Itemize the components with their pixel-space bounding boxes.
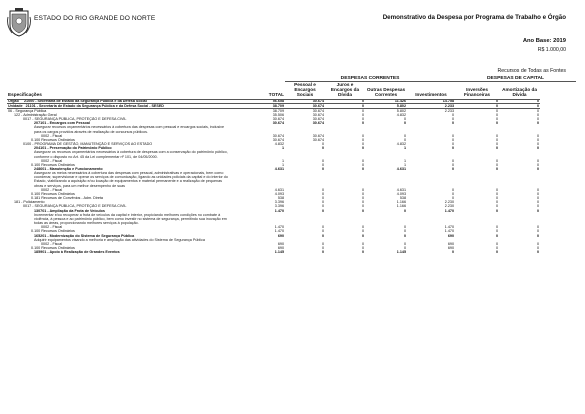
cell-amort: 0 bbox=[536, 167, 540, 172]
cell-inversoes: 0 bbox=[495, 229, 499, 234]
cell-invest: 0 bbox=[451, 112, 455, 117]
unidade-inversoes: 0 bbox=[495, 103, 499, 108]
cell-inversoes: 0 bbox=[495, 162, 499, 167]
cell-inversoes: 0 bbox=[495, 158, 499, 163]
orgao-label: Órgão bbox=[8, 100, 19, 104]
cell-pessoal: 0 bbox=[321, 162, 324, 167]
col-outras: Outras Despesas Correntes bbox=[366, 87, 406, 98]
description-row bbox=[7, 171, 576, 188]
cell-amort: 0 bbox=[536, 250, 540, 255]
group-current-header: DESPESAS CORRENTES bbox=[285, 73, 455, 82]
cell-invest: 1.470 bbox=[444, 208, 455, 213]
cell-juros: 0 bbox=[361, 117, 364, 122]
cell-outras: 1 bbox=[403, 158, 406, 163]
orgao-amort: 0 bbox=[536, 100, 540, 104]
cell-juros: 0 bbox=[361, 204, 364, 209]
cell-juros: 0 bbox=[361, 108, 364, 113]
cell-total: 1 bbox=[281, 158, 284, 163]
cell-outras: 1.166 bbox=[396, 204, 406, 209]
cell-inversoes: 0 bbox=[495, 225, 499, 230]
row-label: 0002 - Fiscal bbox=[41, 187, 63, 192]
cell-total: 4.832 bbox=[274, 142, 284, 147]
cell-juros: 0 bbox=[361, 233, 364, 238]
cell-invest: 0 bbox=[451, 121, 455, 126]
cell-outras: 1 bbox=[403, 162, 406, 167]
cell-juros: 0 bbox=[361, 245, 364, 250]
cell-outras: 1.145 bbox=[396, 250, 406, 255]
cell-juros: 0 bbox=[361, 200, 364, 205]
cell-amort: 0 bbox=[536, 137, 540, 142]
cell-inversoes: 0 bbox=[495, 191, 499, 196]
cell-invest: 0 bbox=[451, 133, 455, 138]
cell-amort: 0 bbox=[536, 245, 540, 250]
unidade-juros: 0 bbox=[361, 103, 364, 108]
cell-total: 1 bbox=[281, 146, 284, 151]
cell-juros: 0 bbox=[361, 241, 364, 246]
cell-pessoal: 0 bbox=[321, 146, 324, 151]
currency-unit: R$ 1.000,00 bbox=[537, 47, 566, 53]
cell-pessoal: 30.674 bbox=[312, 117, 324, 122]
cell-juros: 0 bbox=[361, 196, 364, 201]
cell-outras: 5.802 bbox=[396, 108, 406, 113]
row-label: 0.100 Recursos Ordinários bbox=[31, 137, 75, 142]
cell-invest: 0 bbox=[451, 162, 455, 167]
orgao-inversoes: 0 bbox=[495, 100, 499, 104]
cell-inversoes: 0 bbox=[495, 142, 499, 147]
orgao-name: 21000 - Secretaria de Estado da Segurança Pública e da Defesa Social bbox=[23, 100, 147, 104]
cell-pessoal: 0 bbox=[321, 229, 324, 234]
cell-amort: 0 bbox=[536, 146, 540, 151]
description-filler bbox=[233, 125, 540, 133]
cell-inversoes: 0 bbox=[495, 204, 499, 209]
row-label: 0.100 Recursos Ordinários bbox=[31, 191, 75, 196]
cell-juros: 0 bbox=[361, 208, 364, 213]
cell-juros: 0 bbox=[361, 225, 364, 230]
cell-inversoes: 0 bbox=[495, 133, 499, 138]
cell-invest: 0 bbox=[451, 250, 455, 255]
cell-outras: 4.832 bbox=[396, 112, 406, 117]
cell-total: 1.470 bbox=[274, 229, 284, 234]
unidade-amort: 0 bbox=[536, 103, 540, 108]
cell-total: 30.674 bbox=[272, 137, 284, 142]
action-description: Adquirir equipamentos visando a melhoria e ampliação das atividades do Sistema de Segurança Pública bbox=[34, 237, 205, 242]
cell-juros: 0 bbox=[361, 112, 364, 117]
cell-outras: 4.093 bbox=[396, 191, 406, 196]
cell-inversoes: 0 bbox=[495, 108, 499, 113]
row-label: 0002 - Fiscal bbox=[41, 241, 63, 246]
cell-invest: 0 bbox=[451, 146, 455, 151]
col-total: TOTAL bbox=[268, 92, 284, 98]
cell-total: 690 bbox=[277, 241, 284, 246]
action-description: Incrementar e/ou recuperar a frota de veículos da capital e interior, propiciando melhores condições no combate à violência, à pessoa e ao patrimônio público, bem como investir no sistema de segurança, permitindo sua inovação em todas as áreas, proporcionando melhores serviços à população. bbox=[34, 212, 227, 226]
cell-amort: 0 bbox=[536, 241, 540, 246]
expense-table bbox=[7, 73, 576, 254]
row-label: 204101 - Preservação do Patrimônio Público bbox=[34, 146, 112, 151]
description-row bbox=[7, 150, 576, 158]
row-label: 181 - Policiamento bbox=[14, 200, 45, 205]
row-label: 185901 - Apoio à Realização de Grandes Eventos bbox=[34, 250, 120, 255]
cell-juros: 0 bbox=[361, 191, 364, 196]
cell-invest: 690 bbox=[447, 241, 455, 246]
col-inversoes: Inversões Financeiras bbox=[463, 87, 491, 98]
cell-inversoes: 0 bbox=[495, 250, 499, 255]
cell-amort: 0 bbox=[536, 191, 540, 196]
cell-invest: 690 bbox=[447, 233, 455, 238]
cell-pessoal: 0 bbox=[321, 225, 324, 230]
cell-juros: 0 bbox=[361, 137, 364, 142]
cell-outras: 4.631 bbox=[396, 167, 406, 172]
cell-pessoal: 0 bbox=[321, 158, 324, 163]
cell-inversoes: 0 bbox=[495, 233, 499, 238]
cell-total: 4.631 bbox=[274, 187, 284, 192]
cell-amort: 0 bbox=[536, 208, 540, 213]
cell-inversoes: 0 bbox=[495, 121, 499, 126]
cell-invest: 0 bbox=[451, 196, 455, 201]
cell-amort: 0 bbox=[536, 133, 540, 138]
cell-inversoes: 0 bbox=[495, 245, 499, 250]
cell-outras: 1.166 bbox=[396, 200, 406, 205]
cell-amort: 0 bbox=[536, 225, 540, 230]
cell-outras: 0 bbox=[403, 117, 406, 122]
cell-total: 3.396 bbox=[274, 200, 284, 205]
cell-inversoes: 0 bbox=[495, 137, 499, 142]
row-label: 165201 - Modernização do Sistema de Segurança Pública bbox=[34, 233, 135, 238]
cell-outras: 0 bbox=[403, 121, 406, 126]
cell-juros: 0 bbox=[361, 146, 364, 151]
cell-invest: 1.470 bbox=[444, 229, 455, 234]
orgao-outras: 11.426 bbox=[394, 100, 406, 104]
cell-juros: 0 bbox=[361, 133, 364, 138]
cell-juros: 0 bbox=[361, 187, 364, 192]
cell-juros: 0 bbox=[361, 167, 364, 172]
cell-pessoal: 0 bbox=[321, 245, 324, 250]
description-filler bbox=[233, 171, 540, 188]
cell-pessoal: 0 bbox=[321, 142, 324, 147]
cell-amort: 0 bbox=[536, 196, 540, 201]
cell-inversoes: 0 bbox=[495, 117, 499, 122]
row-label: 0002 - Fiscal bbox=[41, 133, 63, 138]
cell-pessoal: 0 bbox=[321, 233, 324, 238]
orgao-invest: 14.758 bbox=[442, 100, 455, 104]
cell-pessoal: 0 bbox=[321, 187, 324, 192]
cell-pessoal: 0 bbox=[321, 250, 324, 255]
cell-juros: 0 bbox=[361, 229, 364, 234]
row-label: 207101 - Encargos com Pessoal bbox=[34, 121, 90, 126]
funding-sources: Recursos de Todas as Fontes bbox=[497, 68, 566, 74]
cell-inversoes: 0 bbox=[495, 208, 499, 213]
cell-amort: 0 bbox=[536, 142, 540, 147]
cell-total: 1.470 bbox=[274, 208, 284, 213]
cell-amort: 0 bbox=[536, 112, 540, 117]
cell-inversoes: 0 bbox=[495, 146, 499, 151]
cell-total: 690 bbox=[277, 245, 284, 250]
cell-amort: 0 bbox=[536, 117, 540, 122]
cell-pessoal: 0 bbox=[321, 196, 324, 201]
cell-invest: 1.470 bbox=[444, 225, 455, 230]
action-description: Assegurar recursos orçamentários necessários à cobertura das despesas com pessoal e encargos sociais, inclusive para os cargos providos através de realização de concursos públicos. bbox=[34, 125, 224, 134]
cell-invest: 2.230 bbox=[444, 204, 455, 209]
description-filler bbox=[233, 213, 540, 225]
row-label: 248601 - Manutenção e Funcionamento bbox=[34, 167, 103, 172]
cell-total: 4.093 bbox=[274, 191, 284, 196]
cell-outras: 0 bbox=[403, 245, 406, 250]
cell-amort: 0 bbox=[536, 204, 540, 209]
unidade-total: 38.709 bbox=[272, 103, 284, 108]
unidade-outras: 5.802 bbox=[396, 103, 406, 108]
cell-total: 1.470 bbox=[274, 225, 284, 230]
col-invest: Investimentos bbox=[415, 92, 447, 98]
cell-pessoal: 0 bbox=[321, 241, 324, 246]
cell-outras: 538 bbox=[399, 196, 406, 201]
description-row bbox=[7, 213, 576, 225]
row-label: 0017 - SEGURANÇA PÚBLICA, PROTEÇÃO E DEFESA CIVIL bbox=[23, 117, 127, 122]
col-amort: Amortização da Dívida bbox=[502, 87, 537, 98]
cell-amort: 0 bbox=[536, 108, 540, 113]
cell-pessoal: 30.674 bbox=[312, 121, 324, 126]
cell-invest: 0 bbox=[451, 142, 455, 147]
table-row bbox=[7, 250, 576, 254]
cell-inversoes: 0 bbox=[495, 167, 499, 172]
orgao-total: 56.658 bbox=[272, 100, 284, 104]
cell-inversoes: 0 bbox=[495, 112, 499, 117]
description-row bbox=[7, 125, 576, 133]
cell-pessoal: 30.674 bbox=[312, 112, 324, 117]
cell-total: 1.145 bbox=[274, 250, 284, 255]
group-capital-header: DESPESAS DE CAPITAL bbox=[455, 73, 576, 82]
cell-amort: 0 bbox=[536, 187, 540, 192]
action-description: Assegurar os recursos orçamentários necessários à cobertura de despesas com a conservação do patrimônio público, conforme o disposto no Art. 45 da Lei complementar nº 101, de 04/05/2000. bbox=[34, 150, 228, 159]
cell-outras: 0 bbox=[403, 225, 406, 230]
base-year: Ano Base: 2019 bbox=[522, 38, 566, 44]
cell-total: 30.674 bbox=[272, 133, 284, 138]
cell-pessoal: 0 bbox=[321, 200, 324, 205]
unidade-invest: 2.233 bbox=[444, 103, 455, 108]
orgao-pessoal: 30.674 bbox=[312, 100, 324, 104]
cell-amort: 0 bbox=[536, 162, 540, 167]
row-label: 0.100 Recursos Ordinários bbox=[31, 245, 75, 250]
cell-total: 3.396 bbox=[274, 204, 284, 209]
cell-inversoes: 0 bbox=[495, 241, 499, 246]
cell-invest: 0 bbox=[451, 137, 455, 142]
cell-outras: 0 bbox=[403, 241, 406, 246]
cell-inversoes: 0 bbox=[495, 196, 499, 201]
cell-total: 690 bbox=[277, 233, 284, 238]
cell-outras: 0 bbox=[403, 229, 406, 234]
cell-invest: 2.230 bbox=[444, 200, 455, 205]
cell-outras: 4.631 bbox=[396, 187, 406, 192]
cell-juros: 0 bbox=[361, 121, 364, 126]
cell-total: 30.674 bbox=[272, 117, 284, 122]
cell-invest: 2.233 bbox=[444, 108, 455, 113]
cell-amort: 0 bbox=[536, 121, 540, 126]
cell-juros: 0 bbox=[361, 142, 364, 147]
cell-total: 538 bbox=[277, 196, 284, 201]
row-label: 0100 - PROGRAMA DE GESTÃO, MANUTENÇÃO E SERVIÇOS AO ESTADO bbox=[23, 142, 153, 147]
row-label: 0.100 Recursos Ordinários bbox=[31, 162, 75, 167]
cell-total: 35.506 bbox=[272, 112, 284, 117]
report-title: Demonstrativo da Despesa por Programa de Trabalho e Órgão bbox=[382, 14, 566, 21]
cell-inversoes: 0 bbox=[495, 187, 499, 192]
row-label: 06 - Segurança Pública bbox=[8, 108, 47, 113]
cell-outras: 4.832 bbox=[396, 142, 406, 147]
cell-pessoal: 0 bbox=[321, 204, 324, 209]
row-label: 0.100 Recursos Ordinários bbox=[31, 229, 75, 234]
cell-outras: 1 bbox=[403, 146, 406, 151]
col-spec: Especificações bbox=[8, 92, 42, 98]
cell-pessoal: 30.674 bbox=[312, 133, 324, 138]
cell-invest: 0 bbox=[451, 187, 455, 192]
cell-outras: 0 bbox=[403, 208, 406, 213]
row-label: 0.181 Recursos de Convênios - Adm. Direta bbox=[31, 196, 103, 201]
action-description: Assegurar os meios necessários à cobertura das despesas com pessoal, administrativas e operacionais, bem como coordenar, supervisionar e operar os serviços de comunicação, ligando as unidades policiais da capital e do interior do Estado, viabilizando a aquisição e/ou locação de equipamentos e material permanente e a realização de pequenas obras e serviços, para um melhor desempenho de suas bbox=[34, 171, 228, 188]
state-coat-of-arms-icon bbox=[7, 8, 31, 38]
cell-invest: 0 bbox=[451, 167, 455, 172]
cell-pessoal: 0 bbox=[321, 208, 324, 213]
cell-invest: 0 bbox=[451, 117, 455, 122]
col-pessoal: Pessoal e Encargos Sociais bbox=[294, 82, 316, 98]
col-juros: Juros e Encargos da Dívida bbox=[330, 82, 360, 98]
row-label: 122 - Administração Geral bbox=[14, 112, 57, 117]
row-label: 0002 - Fiscal bbox=[41, 158, 63, 163]
cell-pessoal: 30.674 bbox=[312, 137, 324, 142]
cell-outras: 0 bbox=[403, 133, 406, 138]
cell-amort: 0 bbox=[536, 233, 540, 238]
cell-pessoal: 0 bbox=[321, 167, 324, 172]
unidade-pessoal: 30.674 bbox=[312, 103, 324, 108]
cell-total: 38.709 bbox=[272, 108, 284, 113]
cell-juros: 0 bbox=[361, 158, 364, 163]
cell-outras: 0 bbox=[403, 233, 406, 238]
cell-amort: 0 bbox=[536, 200, 540, 205]
cell-invest: 0 bbox=[451, 191, 455, 196]
orgao-juros: 0 bbox=[361, 100, 364, 104]
cell-amort: 0 bbox=[536, 229, 540, 234]
cell-juros: 0 bbox=[361, 162, 364, 167]
cell-amort: 0 bbox=[536, 158, 540, 163]
cell-inversoes: 0 bbox=[495, 200, 499, 205]
cell-juros: 0 bbox=[361, 250, 364, 255]
state-name: ESTADO DO RIO GRANDE DO NORTE bbox=[34, 15, 156, 22]
cell-invest: 690 bbox=[447, 245, 455, 250]
cell-outras: 0 bbox=[403, 137, 406, 142]
unidade-label: Unidade bbox=[8, 103, 23, 108]
row-label: 130701 - Ampliação da Frota de Veículos bbox=[34, 208, 105, 213]
row-label: 0002 - Fiscal bbox=[41, 225, 63, 230]
row-label: 0017 - SEGURANÇA PÚBLICA, PROTEÇÃO E DEFESA CIVIL bbox=[23, 204, 127, 209]
cell-total: 30.674 bbox=[272, 121, 284, 126]
cell-pessoal: 0 bbox=[321, 191, 324, 196]
description-filler bbox=[233, 150, 540, 158]
unidade-name: 21101 - Secretaria de Estado da Segurança Pública e da Defesa Social - SESED bbox=[25, 103, 164, 108]
cell-invest: 0 bbox=[451, 158, 455, 163]
cell-pessoal: 30.674 bbox=[312, 108, 324, 113]
cell-total: 1 bbox=[281, 162, 284, 167]
cell-total: 4.631 bbox=[274, 167, 284, 172]
